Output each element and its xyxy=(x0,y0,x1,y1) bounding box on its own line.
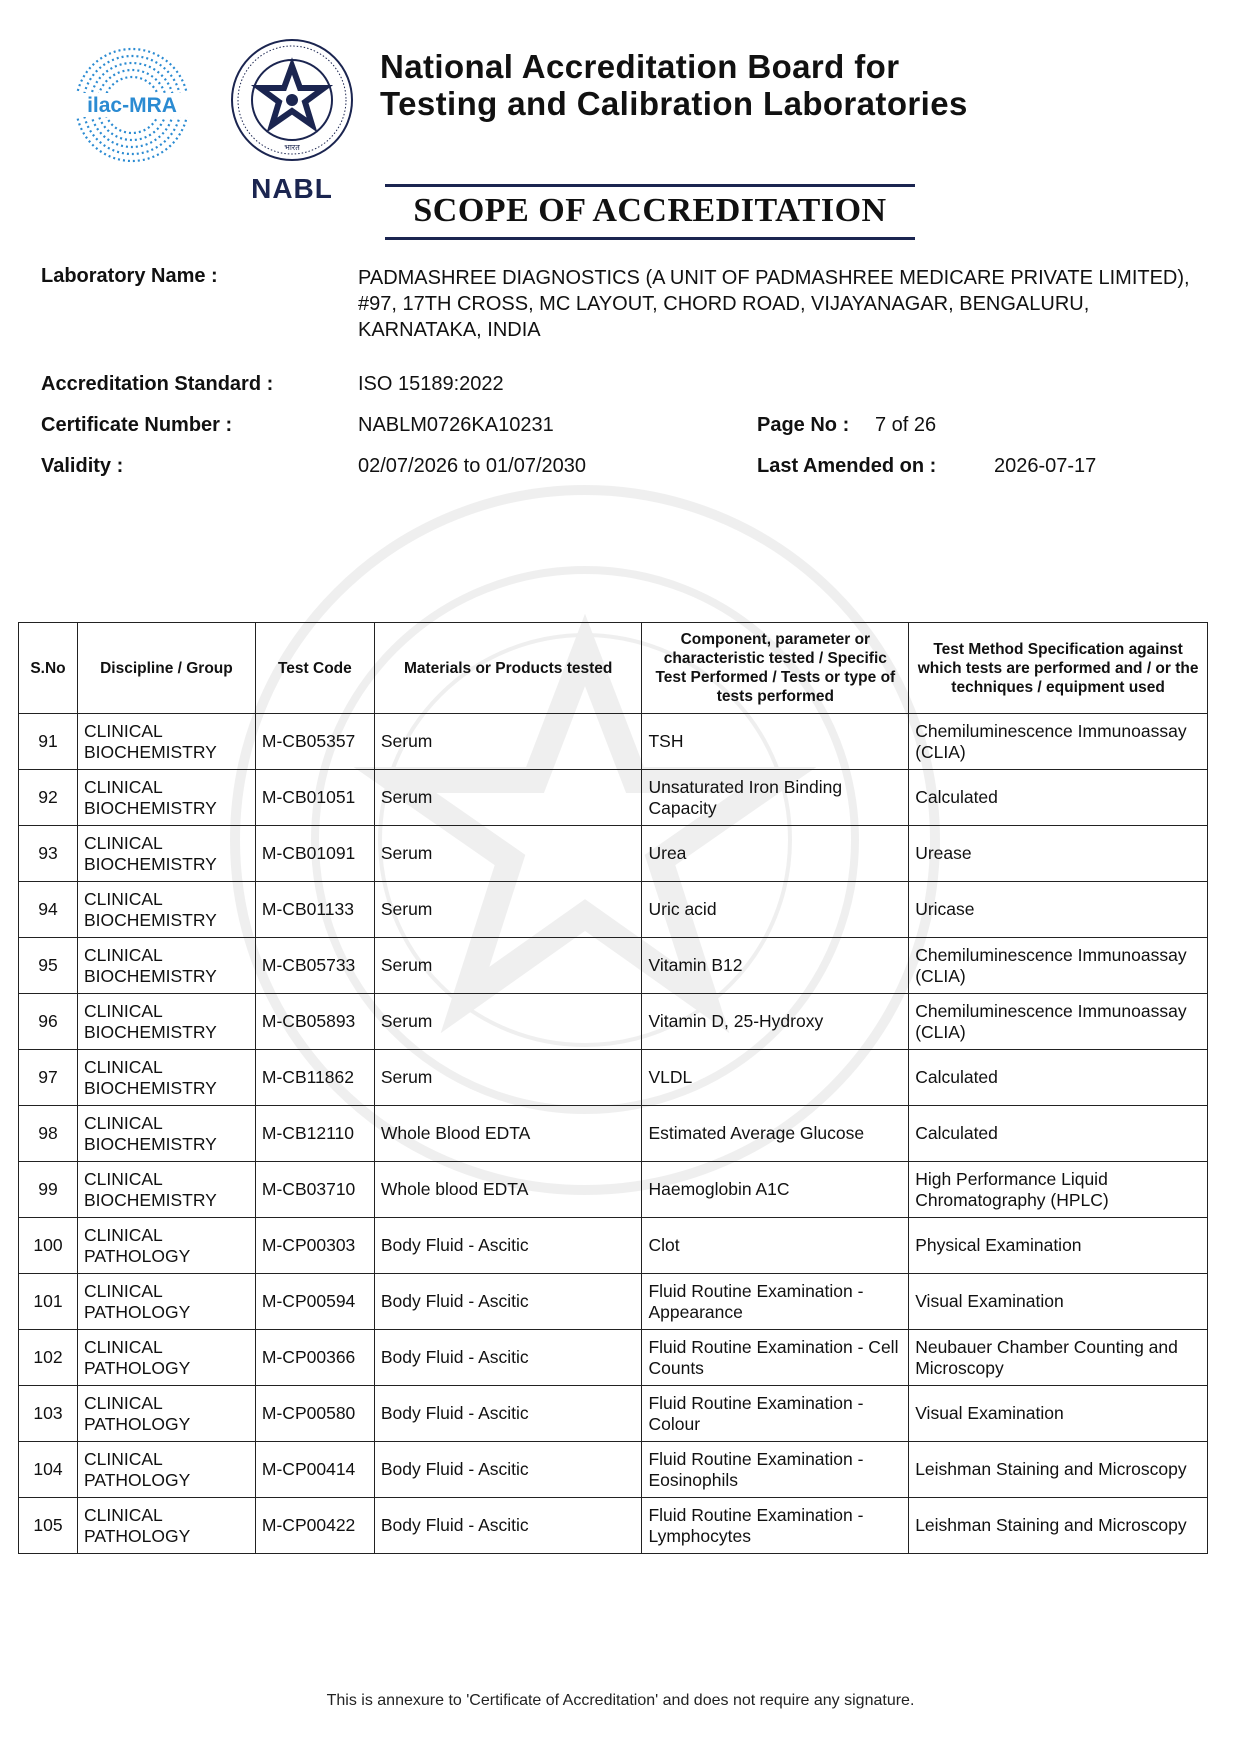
cell-component: Clot xyxy=(642,1218,909,1274)
cell-material: Serum xyxy=(374,770,642,826)
cell-component: Fluid Routine Examination - Lymphocytes xyxy=(642,1498,909,1554)
svg-text:भारत: भारत xyxy=(284,143,300,152)
cell-component: Urea xyxy=(642,826,909,882)
cell-component: Fluid Routine Examination - Colour xyxy=(642,1386,909,1442)
cell-discipline: CLINICAL BIOCHEMISTRY xyxy=(77,1050,255,1106)
last-amended-value: 2026-07-17 xyxy=(994,455,1097,477)
cell-discipline: CLINICAL BIOCHEMISTRY xyxy=(77,882,255,938)
cell-sno: 98 xyxy=(19,1106,78,1162)
cell-test-code: M-CP00414 xyxy=(255,1442,374,1498)
cell-method: Chemiluminescence Immunoassay (CLIA) xyxy=(909,994,1208,1050)
cell-component: VLDL xyxy=(642,1050,909,1106)
cell-test-code: M-CB05357 xyxy=(255,714,374,770)
table-row xyxy=(19,882,1208,938)
table-header-row xyxy=(19,623,1208,714)
header-materials: Materials or Products tested xyxy=(374,623,642,714)
ilac-mra-logo xyxy=(72,45,192,165)
cell-material: Body Fluid - Ascitic xyxy=(374,1386,642,1442)
organization-title-line1: National Accreditation Board for xyxy=(380,48,900,85)
lab-name-value: PADMASHREE DIAGNOSTICS (A UNIT OF PADMASHREE MEDICARE PRIVATE LIMITED), #97, 17TH CROSS, MC LAYOUT, CHORD ROAD, VIJAYANAGAR, BENGALURU, KARNATAKA, INDIA xyxy=(358,267,1190,341)
header-discipline: Discipline / Group xyxy=(77,623,255,714)
cell-material: Body Fluid - Ascitic xyxy=(374,1330,642,1386)
header-method: Test Method Specification against which tests are performed and / or the techniques / equipment used xyxy=(909,623,1208,714)
table-row xyxy=(19,938,1208,994)
cell-discipline: CLINICAL PATHOLOGY xyxy=(77,1442,255,1498)
cell-sno: 92 xyxy=(19,770,78,826)
cell-test-code: M-CB01133 xyxy=(255,882,374,938)
cell-method: Visual Examination xyxy=(909,1386,1208,1442)
cell-material: Serum xyxy=(374,994,642,1050)
table-row xyxy=(19,1498,1208,1554)
standard-value: ISO 15189:2022 xyxy=(358,373,504,395)
header-component: Component, parameter or characteristic tested / Specific Test Performed / Tests or type of tests performed xyxy=(642,623,909,714)
cell-discipline: CLINICAL PATHOLOGY xyxy=(77,1386,255,1442)
organization-title xyxy=(380,48,968,122)
organization-title-line2: Testing and Calibration Laboratories xyxy=(380,85,968,122)
svg-text:ilac-MRA: ilac-MRA xyxy=(87,94,177,117)
cell-sno: 105 xyxy=(19,1498,78,1554)
cell-material: Serum xyxy=(374,826,642,882)
cell-material: Whole Blood EDTA xyxy=(374,1106,642,1162)
cell-method: Urease xyxy=(909,826,1208,882)
cell-discipline: CLINICAL BIOCHEMISTRY xyxy=(77,770,255,826)
cell-method: Leishman Staining and Microscopy xyxy=(909,1498,1208,1554)
cell-discipline: CLINICAL BIOCHEMISTRY xyxy=(77,714,255,770)
table-row xyxy=(19,1442,1208,1498)
table-row xyxy=(19,826,1208,882)
cell-component: Vitamin D, 25-Hydroxy xyxy=(642,994,909,1050)
cell-method: Neubauer Chamber Counting and Microscopy xyxy=(909,1330,1208,1386)
cell-material: Serum xyxy=(374,714,642,770)
table-row xyxy=(19,1386,1208,1442)
table-row xyxy=(19,1330,1208,1386)
cell-component: Haemoglobin A1C xyxy=(642,1162,909,1218)
cell-sno: 104 xyxy=(19,1442,78,1498)
cell-method: Visual Examination xyxy=(909,1274,1208,1330)
table-row xyxy=(19,1050,1208,1106)
lab-name-label: Laboratory Name : xyxy=(41,265,218,287)
cell-component: Unsaturated Iron Binding Capacity xyxy=(642,770,909,826)
cell-sno: 91 xyxy=(19,714,78,770)
cell-method: High Performance Liquid Chromatography (HPLC) xyxy=(909,1162,1208,1218)
cell-component: Fluid Routine Examination - Cell Counts xyxy=(642,1330,909,1386)
cell-test-code: M-CB05893 xyxy=(255,994,374,1050)
cell-discipline: CLINICAL BIOCHEMISTRY xyxy=(77,938,255,994)
cell-test-code: M-CP00366 xyxy=(255,1330,374,1386)
cell-component: Uric acid xyxy=(642,882,909,938)
cell-discipline: CLINICAL BIOCHEMISTRY xyxy=(77,1162,255,1218)
header-test-code: Test Code xyxy=(255,623,374,714)
cell-sno: 95 xyxy=(19,938,78,994)
cell-test-code: M-CP00580 xyxy=(255,1386,374,1442)
cell-method: Chemiluminescence Immunoassay (CLIA) xyxy=(909,714,1208,770)
cell-test-code: M-CB01051 xyxy=(255,770,374,826)
table-row xyxy=(19,994,1208,1050)
cell-material: Whole blood EDTA xyxy=(374,1162,642,1218)
cell-sno: 102 xyxy=(19,1330,78,1386)
validity-label: Validity : xyxy=(41,455,124,477)
cell-material: Serum xyxy=(374,1050,642,1106)
table-row xyxy=(19,770,1208,826)
cell-material: Body Fluid - Ascitic xyxy=(374,1218,642,1274)
cell-sno: 99 xyxy=(19,1162,78,1218)
cell-discipline: CLINICAL PATHOLOGY xyxy=(77,1330,255,1386)
cell-material: Body Fluid - Ascitic xyxy=(374,1498,642,1554)
cell-sno: 97 xyxy=(19,1050,78,1106)
cell-material: Serum xyxy=(374,882,642,938)
cell-sno: 96 xyxy=(19,994,78,1050)
table-row xyxy=(19,1274,1208,1330)
cell-material: Body Fluid - Ascitic xyxy=(374,1274,642,1330)
last-amended-label: Last Amended on : xyxy=(757,455,937,477)
scope-table xyxy=(18,622,1208,1554)
cell-test-code: M-CB03710 xyxy=(255,1162,374,1218)
cell-method: Leishman Staining and Microscopy xyxy=(909,1442,1208,1498)
cell-sno: 94 xyxy=(19,882,78,938)
certificate-value: NABLM0726KA10231 xyxy=(358,414,554,436)
standard-label: Accreditation Standard : xyxy=(41,373,274,395)
table-row xyxy=(19,1218,1208,1274)
cell-component: Estimated Average Glucose xyxy=(642,1106,909,1162)
cell-test-code: M-CP00303 xyxy=(255,1218,374,1274)
cell-test-code: M-CP00422 xyxy=(255,1498,374,1554)
cell-discipline: CLINICAL PATHOLOGY xyxy=(77,1274,255,1330)
cell-test-code: M-CP00594 xyxy=(255,1274,374,1330)
table-row xyxy=(19,714,1208,770)
cell-discipline: CLINICAL PATHOLOGY xyxy=(77,1218,255,1274)
cell-method: Calculated xyxy=(909,1106,1208,1162)
nabl-logo xyxy=(228,38,356,206)
validity-value: 02/07/2026 to 01/07/2030 xyxy=(358,455,586,477)
cell-component: TSH xyxy=(642,714,909,770)
svg-text:NABL: NABL xyxy=(251,173,333,204)
cell-test-code: M-CB12110 xyxy=(255,1106,374,1162)
table-row xyxy=(19,1162,1208,1218)
certificate-label: Certificate Number : xyxy=(41,414,233,436)
cell-material: Body Fluid - Ascitic xyxy=(374,1442,642,1498)
cell-discipline: CLINICAL BIOCHEMISTRY xyxy=(77,994,255,1050)
cell-discipline: CLINICAL BIOCHEMISTRY xyxy=(77,826,255,882)
page-number-value: 7 of 26 xyxy=(875,414,937,436)
cell-sno: 100 xyxy=(19,1218,78,1274)
cell-discipline: CLINICAL PATHOLOGY xyxy=(77,1498,255,1554)
cell-sno: 101 xyxy=(19,1274,78,1330)
cell-sno: 93 xyxy=(19,826,78,882)
cell-sno: 103 xyxy=(19,1386,78,1442)
cell-test-code: M-CB01091 xyxy=(255,826,374,882)
cell-method: Calculated xyxy=(909,770,1208,826)
scope-title: SCOPE OF ACCREDITATION xyxy=(413,192,887,229)
footer-note: This is annexure to 'Certificate of Accreditation' and does not require any signature. xyxy=(326,1692,915,1709)
cell-discipline: CLINICAL BIOCHEMISTRY xyxy=(77,1106,255,1162)
page-number-label: Page No : xyxy=(757,414,850,436)
table-row xyxy=(19,1106,1208,1162)
cell-method: Uricase xyxy=(909,882,1208,938)
cell-method: Chemiluminescence Immunoassay (CLIA) xyxy=(909,938,1208,994)
cell-material: Serum xyxy=(374,938,642,994)
cell-test-code: M-CB11862 xyxy=(255,1050,374,1106)
header-sno: S.No xyxy=(19,623,78,714)
cell-test-code: M-CB05733 xyxy=(255,938,374,994)
cell-component: Fluid Routine Examination - Appearance xyxy=(642,1274,909,1330)
cell-method: Calculated xyxy=(909,1050,1208,1106)
scope-title-box xyxy=(385,184,915,240)
cell-component: Fluid Routine Examination - Eosinophils xyxy=(642,1442,909,1498)
table-body xyxy=(19,714,1208,1554)
cell-component: Vitamin B12 xyxy=(642,938,909,994)
cell-method: Physical Examination xyxy=(909,1218,1208,1274)
